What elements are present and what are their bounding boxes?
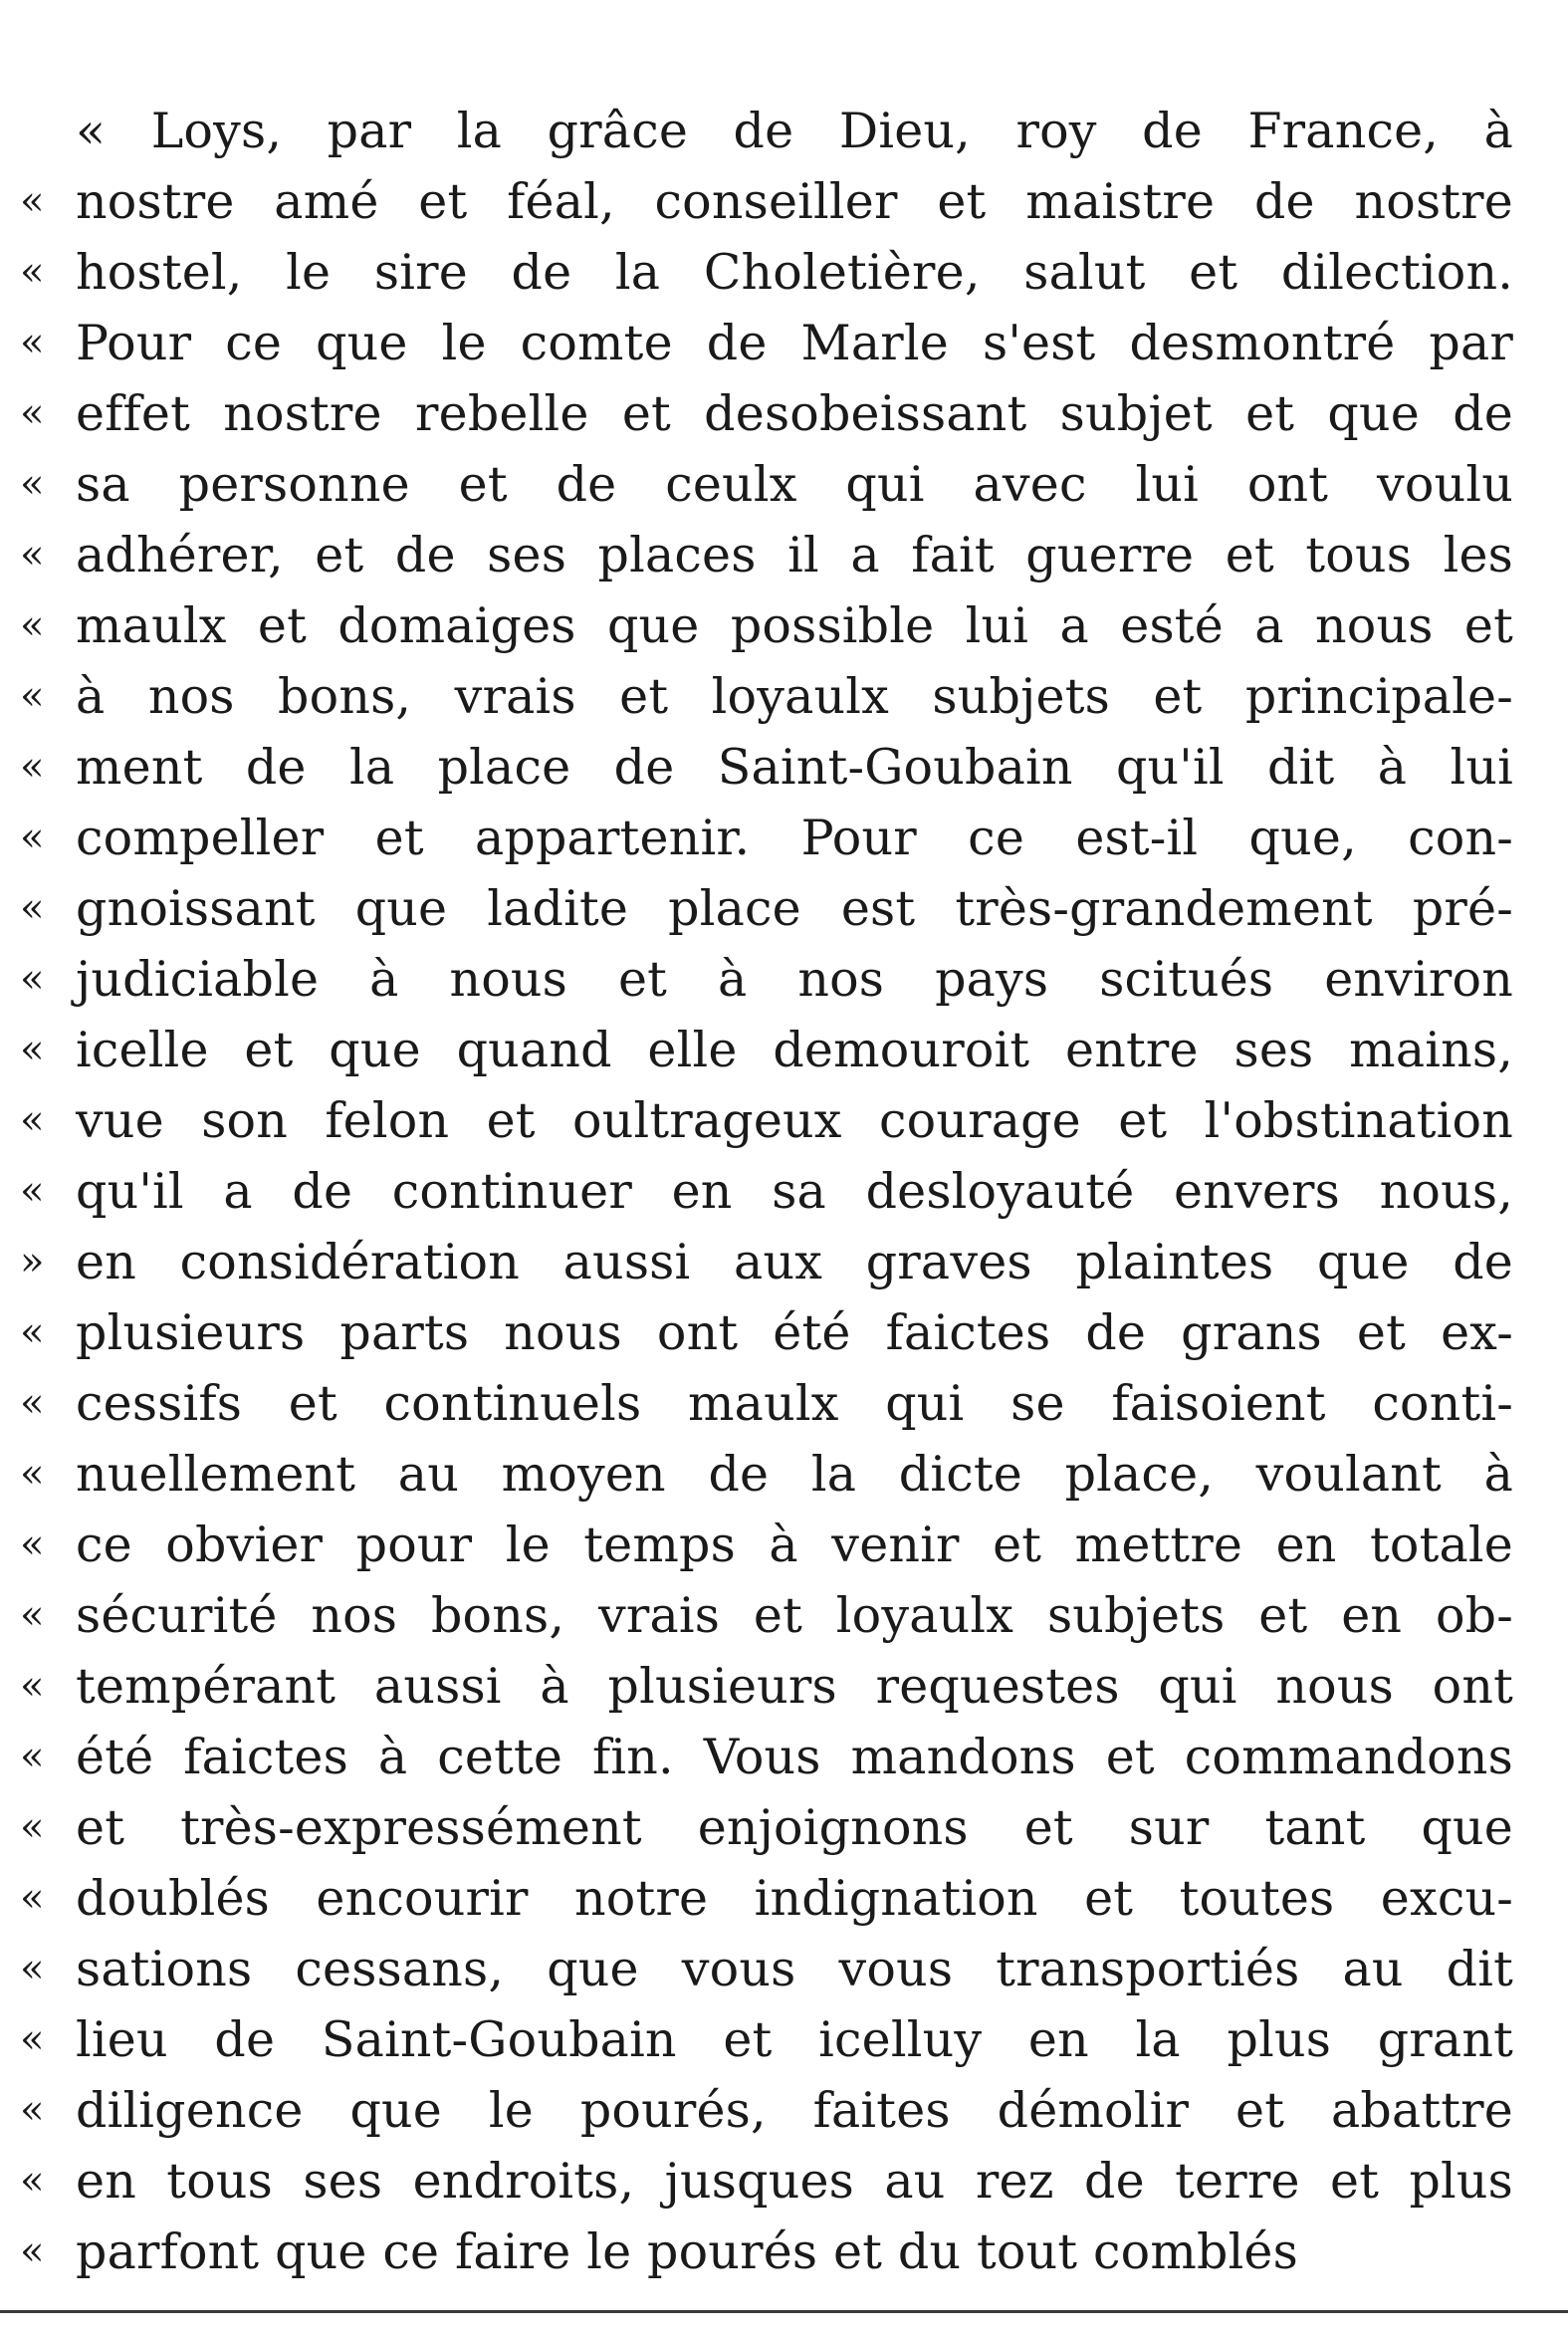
line-text: en considération aussi aux graves plaintes que de [76,1234,1513,1290]
quote-marker: « [20,1734,45,1779]
text-line [20,1156,1513,1227]
quote-marker: « [20,2158,45,2204]
quote-marker: « [20,1380,45,1426]
text-line [20,2146,1513,2217]
text-line [20,1580,1513,1651]
text-line [20,1085,1513,1156]
text-line [20,378,1513,449]
quote-marker: « [20,1451,45,1497]
text-line [20,803,1513,873]
quote-marker: « [20,178,45,224]
text-line [20,1792,1513,1863]
bottom-rule [0,2310,1568,2313]
quote-marker: « [20,2016,45,2062]
line-text: et très-expressément enjoignons et sur tant que [76,1799,1513,1856]
text-line [20,1439,1513,1510]
quote-marker: « [20,1521,45,1567]
text-line [20,1651,1513,1722]
quote-marker: « [20,390,45,436]
quote-marker: « [20,1168,45,1214]
text-line [20,1863,1513,1934]
line-text: effet nostre rebelle et desobeissant subjet et que de [76,385,1513,442]
line-text: ce obvier pour le temps à venir et mettre en totale [76,1517,1513,1573]
quote-marker: « [20,602,45,648]
line-text: plusieurs parts nous ont été faictes de grans et ex- [76,1304,1513,1361]
line-text: parfont que ce faire le pourés et du tout comblés [76,2223,1298,2280]
line-text: sations cessans, que vous vous transportiés au dit [76,1941,1513,1997]
line-text: diligence que le pourés, faites démolir et abattre [76,2082,1513,2139]
line-text: sa personne et de ceulx qui avec lui ont voulu [76,456,1513,513]
quote-marker: « [20,1592,45,1638]
line-text: sécurité nos bons, vrais et loyaulx subjets et en ob- [76,1587,1513,1644]
quote-marker: « [20,1309,45,1355]
quote-marker: « [20,532,45,578]
line-text: hostel, le sire de la Choletière, salut et dilection. [76,244,1513,301]
text-line [20,166,1513,237]
text-line [20,1934,1513,2004]
text-line [20,1722,1513,1792]
text-line [20,308,1513,378]
text-line [20,1015,1513,1085]
text-line [20,944,1513,1015]
text-line [20,1368,1513,1439]
text-line [20,873,1513,944]
line-text: adhérer, et de ses places il a fait guerre et tous les [76,527,1513,584]
quote-marker: « [20,1804,45,1850]
text-line [20,96,1513,166]
quote-marker: » [20,1239,45,1284]
text-line [20,1510,1513,1580]
text-line [20,590,1513,661]
line-text: gnoissant que ladite place est très-grandement pré- [76,880,1513,937]
text-line [20,661,1513,732]
quote-marker: « [20,815,45,860]
line-text: compeller et appartenir. Pour ce est-il que, con- [76,810,1513,866]
quote-marker: « [20,744,45,790]
text-line [20,449,1513,520]
text-block [20,96,1513,2287]
quote-marker: « [20,885,45,931]
text-line [20,1227,1513,1297]
line-text: nostre amé et féal, conseiller et maistre de nostre [76,173,1513,230]
quote-marker: « [20,2228,45,2274]
line-text: Pour ce que le comte de Marle s'est desmontré par [76,315,1513,371]
line-text: lieu de Saint-Goubain et icelluy en la plus grant [76,2011,1513,2068]
quote-marker: « [20,1663,45,1709]
line-text: qu'il a de continuer en sa desloyauté envers nous, [76,1163,1513,1220]
quote-marker: « [20,673,45,719]
line-text: maulx et domaiges que possible lui a esté a nous et [76,597,1513,654]
line-text: doublés encourir notre indignation et toutes excu- [76,1870,1513,1927]
quote-marker: « [20,249,45,295]
line-text: nuellement au moyen de la dicte place, voulant à [76,1446,1513,1503]
text-line [20,732,1513,803]
quote-marker: « [20,2087,45,2133]
line-text: cessifs et continuels maulx qui se faisoient conti- [76,1375,1513,1432]
text-line [20,2075,1513,2146]
text-line [20,2004,1513,2075]
text-line [20,1297,1513,1368]
line-text: tempérant aussi à plusieurs requestes qui nous ont [76,1658,1513,1715]
line-text: été faictes à cette fin. Vous mandons et commandons [76,1729,1513,1785]
quote-marker: « [20,1875,45,1921]
quote-marker: « [20,1027,45,1072]
quote-marker: « [20,461,45,507]
line-text: ment de la place de Saint-Goubain qu'il dit à lui [76,739,1513,796]
line-text: à nos bons, vrais et loyaulx subjets et principale- [76,668,1513,725]
quote-marker: « [20,1946,45,1991]
line-text: en tous ses endroits, jusques au rez de terre et plus [76,2153,1513,2210]
quote-marker: « [20,956,45,1002]
text-line [20,2217,1513,2287]
line-text: icelle et que quand elle demouroit entre ses mains, [76,1022,1513,1078]
quote-marker: « [20,1097,45,1143]
text-line [20,237,1513,308]
text-line [20,520,1513,590]
line-text: « Loys, par la grâce de Dieu, roy de France, à [76,103,1513,159]
quote-marker: « [20,320,45,365]
line-text: judiciable à nous et à nos pays scitués environ [76,951,1513,1008]
line-text: vue son felon et oultrageux courage et l'obstination [76,1092,1513,1149]
